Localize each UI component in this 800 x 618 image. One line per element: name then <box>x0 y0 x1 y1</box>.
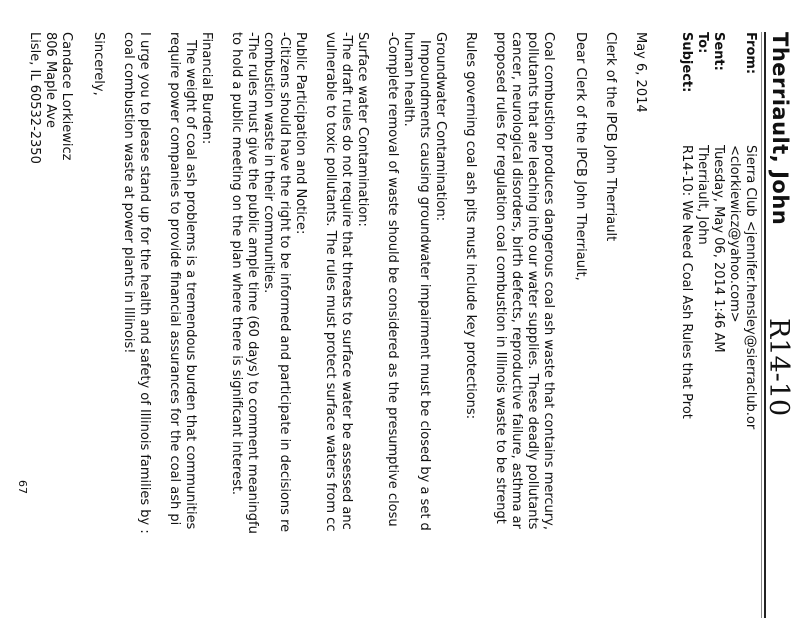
surface-water-heading: Surface water Contamination: <box>355 32 370 227</box>
to-label: To: <box>695 32 710 54</box>
groundwater-line: -Complete removal of waste should be considered as the presumptive closu <box>385 32 400 527</box>
header-divider <box>764 32 766 618</box>
letter-recipient: Clerk of the IPCB John Therriault <box>603 32 618 242</box>
from-label: From: <box>743 32 758 75</box>
sent-label: Sent: <box>711 32 726 71</box>
intro-line: Coal combustion produces dangerous coal ash waste that contains mercury, <box>541 32 556 530</box>
surface-water-line: vulnerable to toxic pollutants. The rules must protect surface waters from cc <box>323 32 338 532</box>
to-value: Therriault, John <box>695 145 710 245</box>
groundwater-heading: Groundwater Contamination: <box>433 32 448 222</box>
subject-label: Subject: <box>679 32 694 93</box>
subject-value: R14-10: We Need Coal Ash Rules that Prot <box>679 145 694 419</box>
public-participation-line: to hold a public meeting on the plan where there is significant interest. <box>229 32 244 496</box>
financial-heading: Financial Burden: <box>199 32 214 145</box>
page-number: 67 <box>16 480 29 494</box>
signature-city: Lisle, IL 60532-2350 <box>27 32 42 164</box>
letter-salutation: Dear Clerk of the IPCB John Therriault, <box>573 32 588 281</box>
sender-name: Therriault, John <box>768 32 792 226</box>
from-email: <clorkiewicz@yahoo.com> <box>727 145 742 323</box>
public-participation-line: -The rules must give the public ample time (60 days) to comment meaningfu <box>245 32 260 534</box>
rules-intro: Rules governing coal ash pits must include key protections: <box>463 32 478 420</box>
letter-date: May 6, 2014 <box>633 32 648 113</box>
public-participation-line: combustion waste in their communities. <box>261 32 276 294</box>
sent-value: Tuesday, May 06, 2014 1:46 AM <box>711 145 726 353</box>
groundwater-line: human health. <box>401 32 416 127</box>
public-participation-heading: Public Participation and Notice: <box>293 32 308 235</box>
financial-line: The weight of coal ash problems is a tremendous burden that communities <box>183 40 198 530</box>
from-value: Sierra Club <jennifer.hensley@sierraclub.or <box>743 145 758 430</box>
closing-request-line: coal combustion waste at power plants in Illinois! <box>121 32 136 354</box>
signature-address: 806 Maple Ave <box>43 32 58 128</box>
closing-request-line: I urge you to please stand up for the health and safety of Illinois families by : <box>137 32 152 534</box>
public-participation-line: -Citizens should have the right to be informed and participate in decisions re <box>277 32 292 533</box>
intro-line: proposed rules for regulation coal combustion in Illinois waste to be strengt <box>493 32 508 524</box>
groundwater-line: Impoundments causing groundwater impairment must be closed by a set d <box>417 40 432 531</box>
signature-name: Candace Lorkiewicz <box>59 32 74 161</box>
financial-line: require power companies to provide financial assurances for the coal ash pi <box>167 32 182 526</box>
signoff: Sincerely, <box>91 32 106 96</box>
header-divider-thin <box>761 32 762 618</box>
intro-line: pollutants that are leaching into our water supplies. These deadly pollutants <box>525 32 540 530</box>
docket-number: R14-10 <box>763 318 794 417</box>
surface-water-line: -The draft rules do not require that threats to surface water be assessed anc <box>339 32 354 530</box>
intro-line: cancer, neurological disorders, birth defects, reproductive failure, asthma ar <box>509 32 524 529</box>
